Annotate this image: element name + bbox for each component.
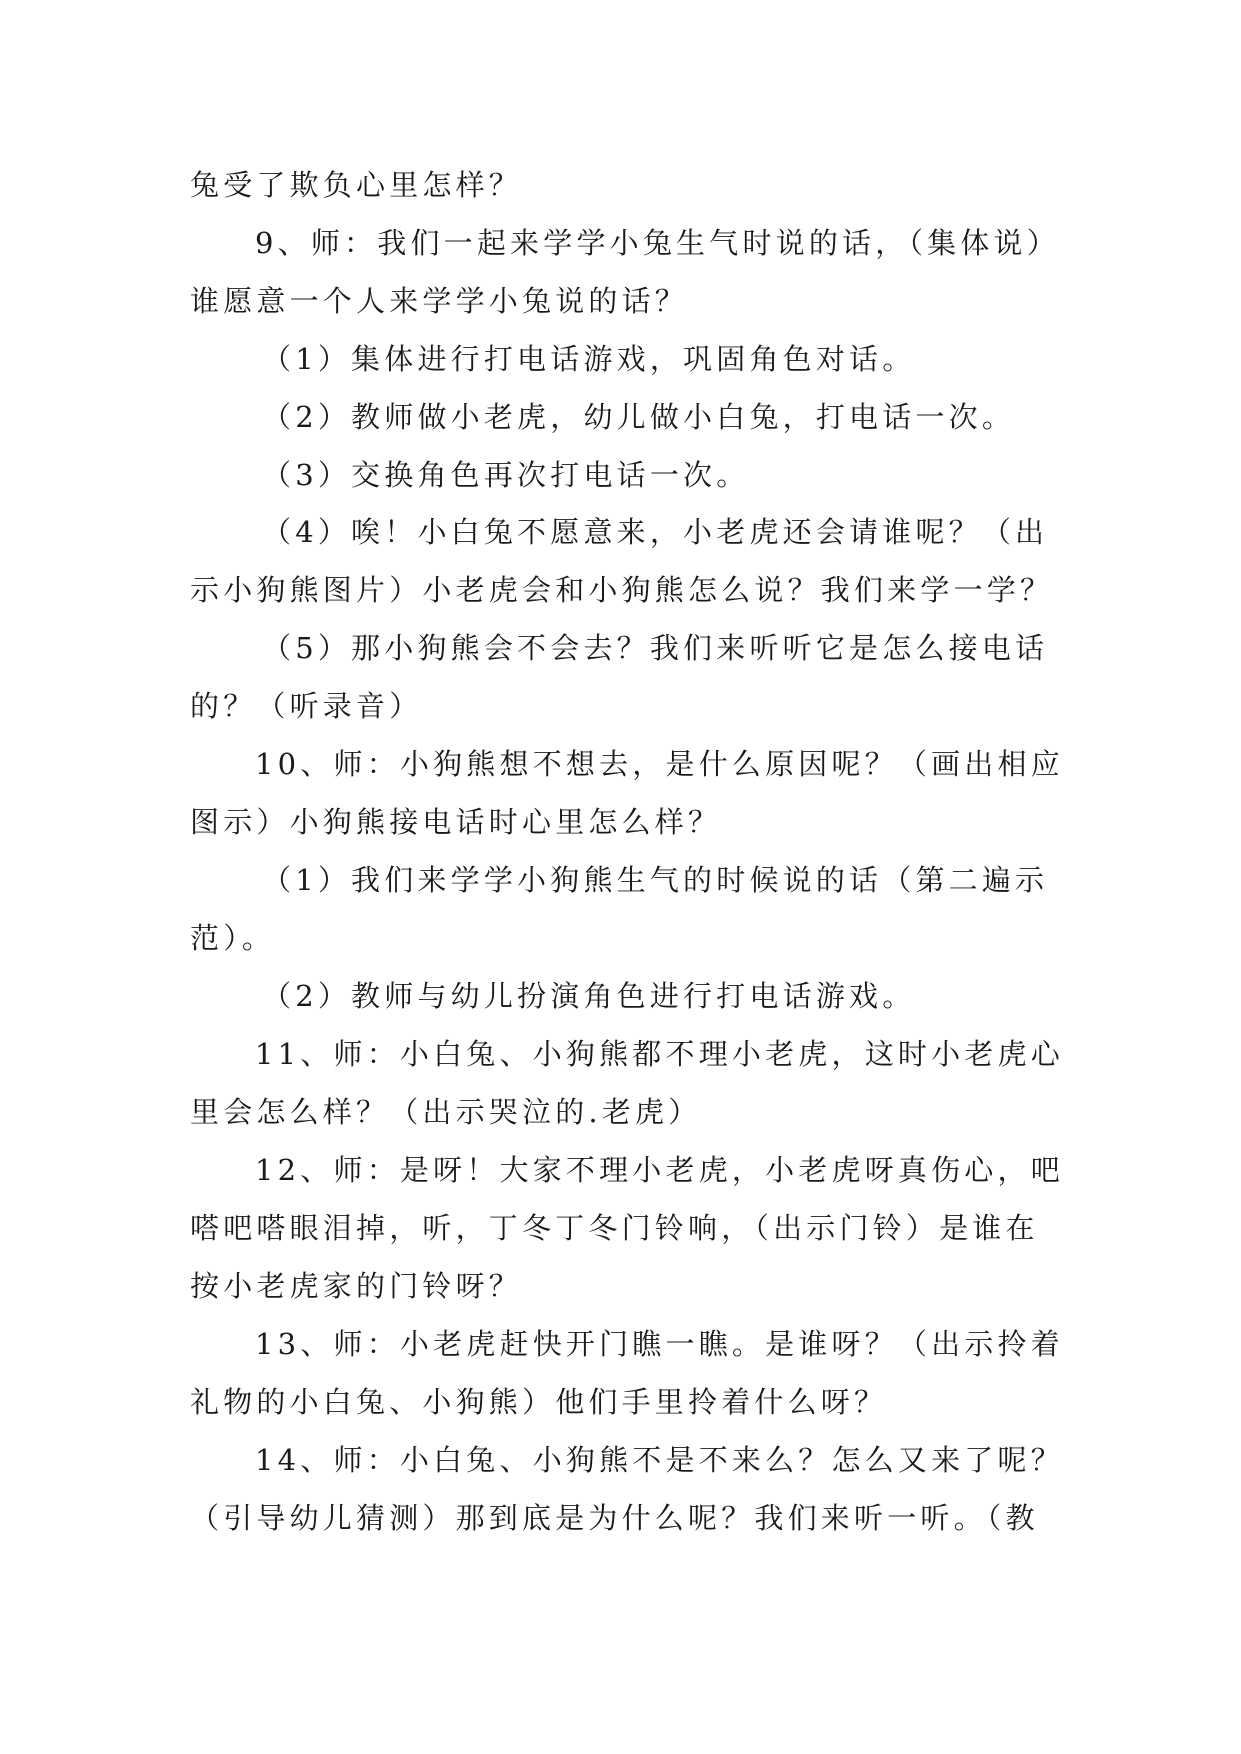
paragraph-line: 12、师：是呀！大家不理小老虎，小老虎呀真伤心，吧 (255, 1153, 1064, 1187)
paragraph-line: （1）我们来学学小狗熊生气的时候说的话（第二遍示 (262, 863, 1049, 897)
paragraph-line: （1）集体进行打电话游戏，巩固角色对话。 (262, 342, 916, 376)
paragraph-line: （引导幼儿猜测）那到底是为什么呢？我们来听一听。（教 (190, 1501, 1039, 1535)
paragraph-line: 里会怎么样？（出示哭泣的.老虎） (190, 1095, 702, 1129)
paragraph-line: 谁愿意一个人来学学小兔说的话？ (190, 284, 689, 318)
paragraph-line: 的？（听录音） (190, 689, 423, 723)
paragraph-line: 嗒吧嗒眼泪掉，听，丁冬丁冬门铃响，（出示门铃）是谁在 (190, 1211, 1039, 1245)
paragraph-line: （3）交换角色再次打电话一次。 (262, 458, 750, 492)
paragraph-line: 兔受了欺负心里怎样？ (190, 168, 523, 202)
paragraph-line: 图示）小狗熊接电话时心里怎么样？ (190, 805, 722, 839)
paragraph-line: 13、师：小老虎赶快开门瞧一瞧。是谁呀？（出示拎着 (255, 1327, 1064, 1361)
paragraph-line: （2）教师与幼儿扮演角色进行打电话游戏。 (262, 979, 916, 1013)
paragraph-line: 14、师：小白兔、小狗熊不是不来么？怎么又来了呢？ (255, 1443, 1064, 1477)
paragraph-line: 按小老虎家的门铃呀？ (190, 1269, 523, 1303)
paragraph-line: 范）。 (190, 921, 276, 955)
paragraph-line: （2）教师做小老虎，幼儿做小白兔，打电话一次。 (262, 400, 1016, 434)
paragraph-line: 10、师：小狗熊想不想去，是什么原因呢？（画出相应 (255, 747, 1064, 781)
paragraph-line: （5）那小狗熊会不会去？我们来听听它是怎么接电话 (262, 631, 1049, 665)
paragraph-line: 示小狗熊图片）小老虎会和小狗熊怎么说？我们来学一学？ (190, 573, 1054, 607)
paragraph-line: 11、师：小白兔、小狗熊都不理小老虎，这时小老虎心 (255, 1037, 1064, 1071)
paragraph-line: （4）唉！小白兔不愿意来，小老虎还会请谁呢？（出 (262, 515, 1049, 549)
paragraph-line: 礼物的小白兔、小狗熊）他们手里拎着什么呀？ (190, 1385, 888, 1419)
paragraph-line: 9、师：我们一起来学学小兔生气时说的话，（集体说） (255, 226, 1060, 260)
